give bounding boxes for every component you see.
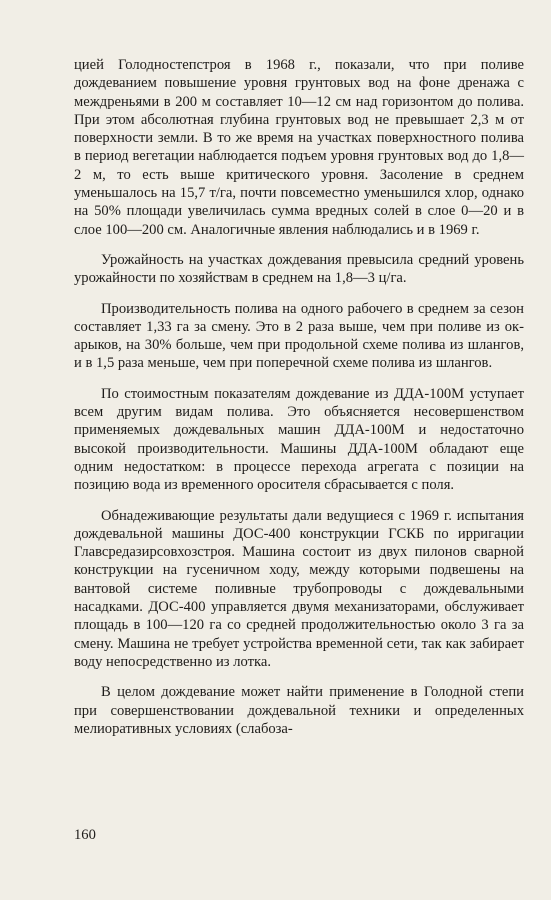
paragraph-yield: Урожайность на участках дождевания превысила средний уровень урожайности по хозяйствам в среднем на 1,8—3 ц/га. [74,251,524,287]
text-body [74,56,524,738]
paragraph-productivity: Производительность полива на одного рабочего в среднем за сезон составляет 1,33 га за смену. Это в 2 раза выше, чем при поливе из ок-арыков, на 30% больше, чем при продольной схеме полива из шлангов, и в 1,5 раза меньше, чем при поперечной схеме полива из шлангов. [74,300,524,372]
paragraph-cost: По стоимостным показателям дождевание из ДДА-100М уступает всем другим видам полива. Это объясняется несовершенством применяемых дождевальных машин ДДА-100М и недостаточно высокой производительности. Машины ДДА-100М обладают еще одним недостатком: в процессе перехода агрегата с позиции на позицию вода из временного оросителя сбрасывается с поля. [74,385,524,494]
paragraph-continuation: цией Голодностепстроя в 1968 г., показали, что при поливе дождеванием повышение уровня грунтовых вод на фоне дренажа с междреньями в 200 м составляет 10—12 см над горизонтом до полива. При этом абсолютная глубина грунтовых вод не превышает 2,3 м от поверхности земли. В то же время на участках поверхностного полива в период вегетации наблюдается подъем уровня грунтовых вод до 1,8—2 м, то есть выше критического уровня. Засоление в среднем уменьшалось на 15,7 т/га, почти повсеместно уменьшился хлор, однако на 50% площади увеличилась сумма вредных солей в слое 0—20 и в слое 100—200 см. Аналогичные явления наблюдались и в 1969 г. [74,57,524,238]
paragraph-conclusion: В целом дождевание может найти применение в Голодной степи при совершенствовании дождевальной техники и определенных мелиоративных условиях (слабоза- [74,684,524,737]
paragraph-dos400: Обнадеживающие результаты дали ведущиеся с 1969 г. испытания дождевальной машины ДОС-400 конструкции ГСКБ по ирригации Главсредазирсовхозстроя. Машина состоит из двух пилонов сварной конструкции на гусеничном ходу, между которыми подвешены на вантовой системе поливные трубопроводы с дождевальными насадками. ДОС-400 управляется двумя механизаторами, обслуживает площадь в 100—120 га со средней продолжительностью около 3 га за смену. Машина не требует устройства временной сети, так как забирает воду непосредственно из лотка. [74,507,524,670]
page-number: 160 [74,827,96,843]
